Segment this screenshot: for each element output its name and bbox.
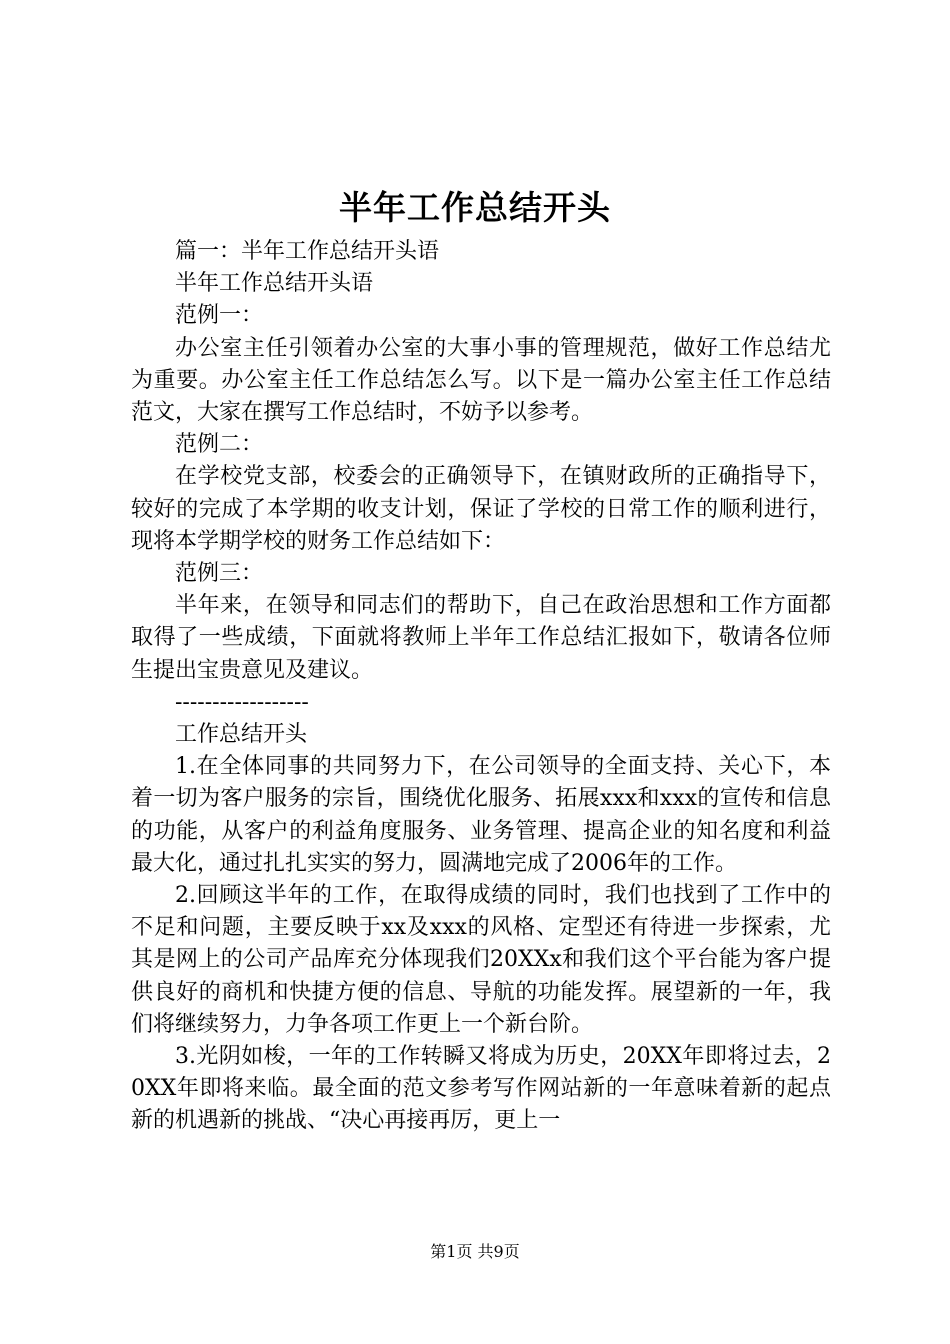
document-body [131,236,831,1138]
example-label: 范例二： [175,432,264,458]
paragraph: 半年来，在领导和同志们的帮助下，自己在政治思想和工作方面都取得了一些成绩，下面就将教师上半年工作总结汇报如下，敬请各位师生提出宝贵意见及建议。 [131,593,831,683]
paragraph: 2.回顾这半年的工作，在取得成绩的同时，我们也找到了工作中的不足和问题，主要反映于xx及xxx的风格、定型还有待进一步探索，尤其是网上的公司产品库充分体现我们20XXx和我们这个平台能为客户提供良好的商机和快捷方便的信息、导航的功能发挥。展望新的一年，我们将继续努力，力争各项工作更上一个新台阶。 [131,883,831,1037]
paragraph: 3.光阴如梭，一年的工作转瞬又将成为历史，20XX年即将过去，20XX年即将来临。最全面的范文参考写作网站新的一年意味着新的起点新的机遇新的挑战、“决心再接再厉，更上一 [131,1044,831,1134]
example-label: 范例三： [175,561,264,587]
paragraph: 在学校党支部，校委会的正确领导下，在镇财政所的正确指导下，较好的完成了本学期的收支计划，保证了学校的日常工作的顺利进行，现将本学期学校的财务工作总结如下： [131,464,831,554]
section-heading: 篇一：半年工作总结开头语 [175,239,440,264]
page-number: 第1页 共9页 [430,1242,520,1261]
paragraph: 办公室主任引领着办公室的大事小事的管理规范，做好工作总结尤为重要。办公室主任工作总结怎么写。以下是一篇办公室主任工作总结范文，大家在撰写工作总结时，不妨予以参考。 [131,335,831,426]
example-label: 范例一： [175,303,264,329]
subheading: 半年工作总结开头语 [175,271,374,297]
paragraph: 1.在全体同事的共同努力下，在公司领导的全面支持、关心下，本着一切为客户服务的宗旨，围绕优化服务、拓展xxx和xxx的宣传和信息的功能，从客户的利益角度服务、业务管理、提高企业的知名度和利益最大化，通过扎扎实实的努力，圆满地完成了2006年的工作。 [131,754,831,876]
separator-line: ------------------ [175,689,309,715]
page-title: 半年工作总结开头 [339,188,611,227]
subheading: 工作总结开头 [175,722,308,748]
